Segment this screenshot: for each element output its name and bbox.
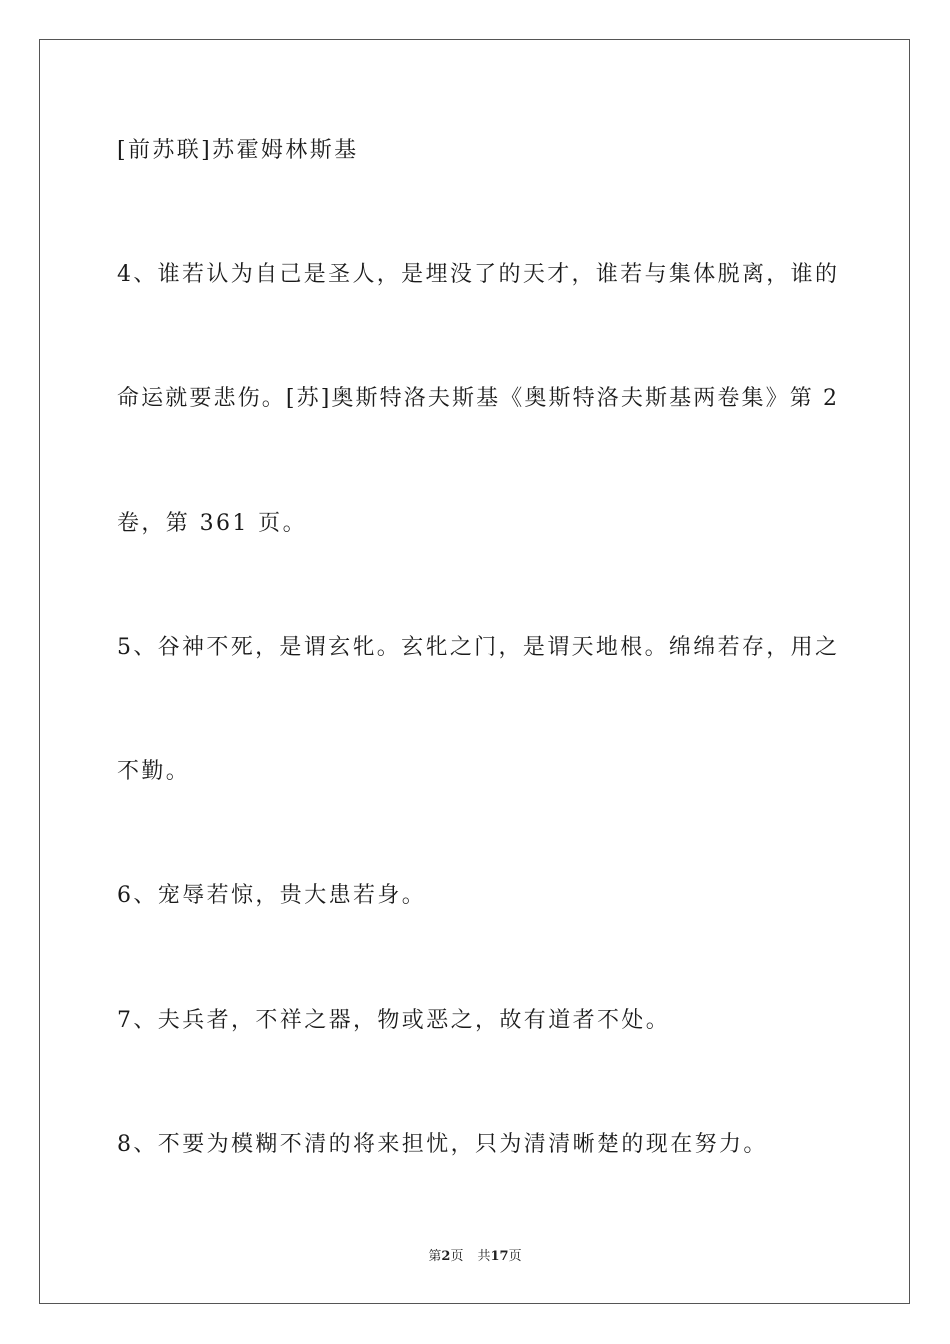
text-line-quote-6: 6、宠辱若惊，贵大患若身。 [117, 883, 427, 908]
page-prefix: 第 [428, 1249, 442, 1264]
text-line-quote-4-part-1: 4、谁若认为自己是圣人，是埋没了的天才，谁若与集体脱离，谁的 [117, 262, 837, 287]
total-pages-indicator [477, 1249, 521, 1264]
text-line-quote-8: 8、不要为模糊不清的将来担忧，只为清清晰楚的现在努力。 [117, 1132, 768, 1157]
total-suffix: 页 [508, 1249, 522, 1264]
text-line-quote-5-part-1: 5、谷神不死，是谓玄牝。玄牝之门，是谓天地根。绵绵若存，用之 [117, 635, 837, 660]
text-line-attribution: [前苏联]苏霍姆林斯基 [117, 138, 359, 163]
page-indicator [428, 1249, 463, 1264]
total-pages: 17 [490, 1249, 509, 1264]
page-number: 2 [441, 1249, 451, 1264]
page-border [39, 39, 910, 1304]
total-prefix: 共 [477, 1249, 491, 1264]
text-line-quote-7: 7、夫兵者，不祥之器，物或恶之，故有道者不处。 [117, 1008, 671, 1033]
text-line-quote-4-part-2: 命运就要悲伤。[苏]奥斯特洛夫斯基《奥斯特洛夫斯基两卷集》第 2 [117, 386, 837, 411]
page-footer [0, 1248, 950, 1266]
text-line-quote-5-part-2: 不勤。 [117, 759, 191, 784]
text-line-quote-4-part-3: 卷，第 361 页。 [117, 511, 307, 536]
page-suffix: 页 [450, 1249, 464, 1264]
